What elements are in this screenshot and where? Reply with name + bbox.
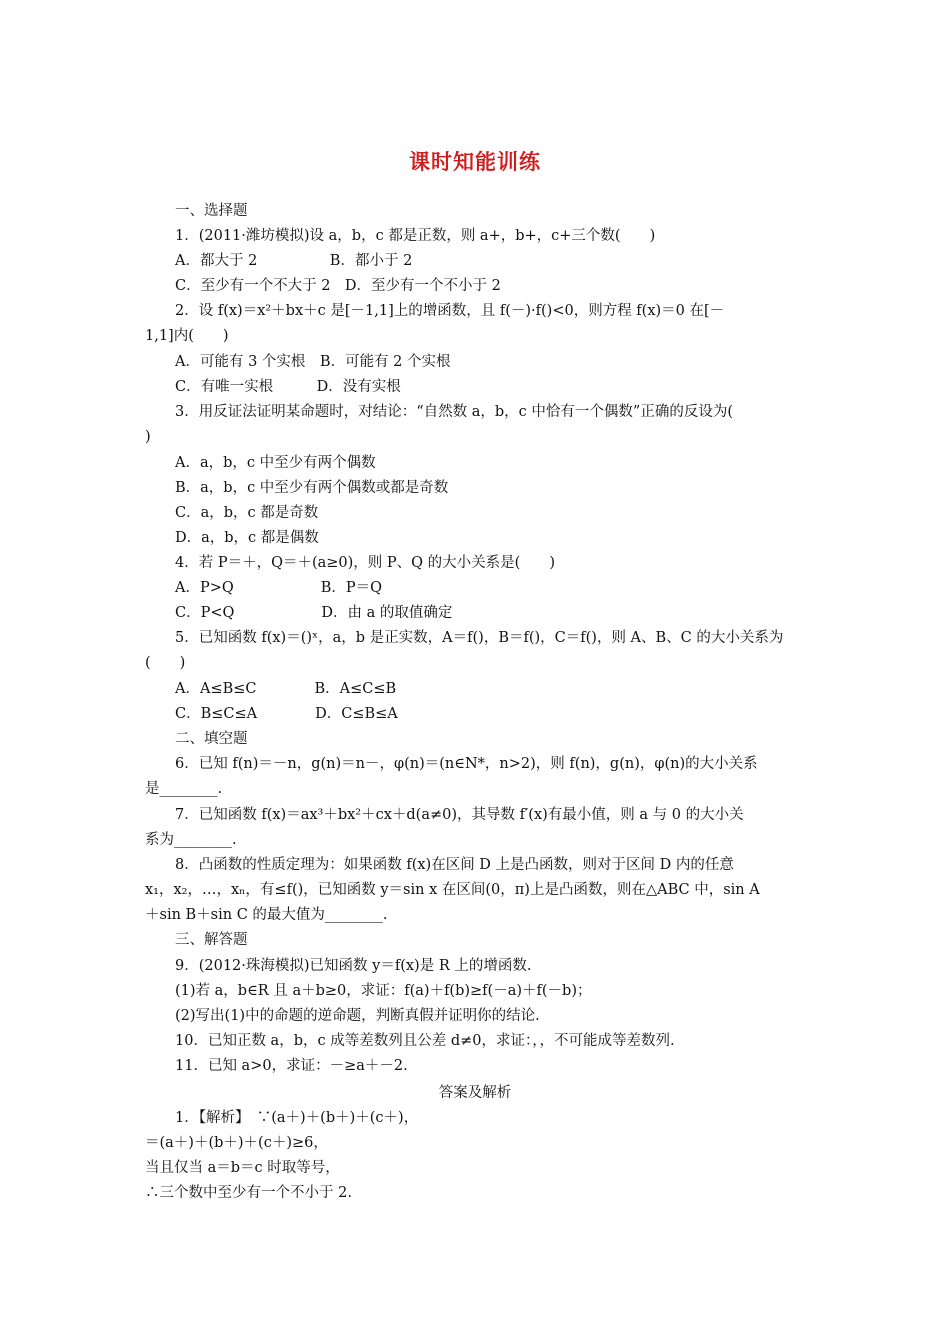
text-line: 4．若 P＝＋，Q＝＋(a≥0)，则 P、Q 的大小关系是( ) [175, 555, 555, 571]
text-line: 一、选择题 [175, 203, 248, 219]
text-line: A．可能有 3 个实根 B．可能有 2 个实根 [175, 354, 451, 370]
text-line: C．至少有一个不大于 2 D．至少有一个不小于 2 [175, 278, 501, 294]
text-line: (2)写出(1)中的命题的逆命题，判断真假并证明你的结论. [175, 1008, 540, 1024]
text-line: ＋sin B＋sin C 的最大值为________. [145, 907, 388, 923]
text-line: 10．已知正数 a，b，c 成等差数列且公差 d≠0，求证：，，不可能成等差数列. [175, 1033, 675, 1049]
text-line: 1．【解析】 ∵(a＋)＋(b＋)＋(c＋)， [175, 1110, 419, 1126]
text-line: ∴三个数中至少有一个不小于 2. [145, 1185, 352, 1201]
text-line: 2．设 f(x)＝x²＋bx＋c 是[－1,1]上的增函数，且 f(－)·f()<0，则方程 f(x)＝0 在[－ [175, 303, 725, 319]
text-line: (1)若 a，b∈R 且 a＋b≥0，求证：f(a)＋f(b)≥f(－a)＋f(－b)； [175, 983, 592, 999]
text-line: A．P>Q B．P＝Q [175, 580, 383, 596]
text-line: 9．(2012·珠海模拟)已知函数 y＝f(x)是 R 上的增函数. [175, 958, 532, 974]
text-line: 答案及解析 [438, 1085, 512, 1101]
text-line: 二、填空题 [175, 731, 248, 747]
text-line: A．A≤B≤C B．A≤C≤B [175, 681, 397, 697]
text-line: 1,1]内( ) [145, 328, 229, 344]
text-line: 系为________. [145, 832, 237, 848]
text-line: C．P<Q D．由 a 的取值确定 [175, 605, 453, 621]
text-line: B．a，b，c 中至少有两个偶数或都是奇数 [175, 480, 449, 496]
text-line: A．a，b，c 中至少有两个偶数 [175, 455, 376, 471]
text-line: ＝(a＋)＋(b＋)＋(c＋)≥6， [145, 1135, 328, 1151]
text-line: C．B≤C≤A D．C≤B≤A [175, 706, 398, 722]
text-line: C．a，b，c 都是奇数 [175, 505, 319, 521]
text-line: 3．用反证法证明某命题时，对结论：“自然数 a，b，c 中恰有一个偶数”正确的反设为( [175, 404, 733, 420]
page-title: 课时知能训练 [409, 149, 541, 174]
text-line: 7．已知函数 f(x)＝ax³＋bx²＋cx＋d(a≠0)，其导数 f′(x)有最小值，则 a 与 0 的大小关 [175, 807, 744, 823]
text-line: 6．已知 f(n)＝－n，g(n)＝n－，φ(n)＝(n∈N*，n>2)，则 f(n)，g(n)，φ(n)的大小关系 [175, 756, 758, 772]
text-line: 1．(2011·潍坊模拟)设 a，b，c 都是正数，则 a+，b+，c+三个数( ) [175, 228, 656, 244]
text-line: 当且仅当 a＝b＝c 时取等号， [145, 1160, 340, 1176]
text-line: ( ) [145, 655, 186, 671]
text-line: x₁，x₂，…，xₙ，有≤f()，已知函数 y＝sin x 在区间(0，π)上是凸函数，则在△ABC 中，sin A [145, 882, 760, 898]
text-line: C．有唯一实根 D．没有实根 [175, 379, 401, 395]
text-line: ) [145, 429, 151, 445]
text-line: D．a，b，c 都是偶数 [175, 530, 319, 546]
text-line: 8．凸函数的性质定理为：如果函数 f(x)在区间 D 上是凸函数，则对于区间 D 内的任意 [175, 857, 734, 873]
text-line: 是________. [145, 781, 223, 797]
text-line: 5．已知函数 f(x)＝()ˣ，a，b 是正实数，A＝f()，B＝f()，C＝f()，则 A、B、C 的大小关系为 [175, 630, 784, 646]
text-line: A．都大于 2 B．都小于 2 [175, 253, 413, 269]
text-line: 11．已知 a>0，求证：－≥a＋－2. [175, 1058, 408, 1074]
text-line: 三、解答题 [175, 932, 248, 948]
